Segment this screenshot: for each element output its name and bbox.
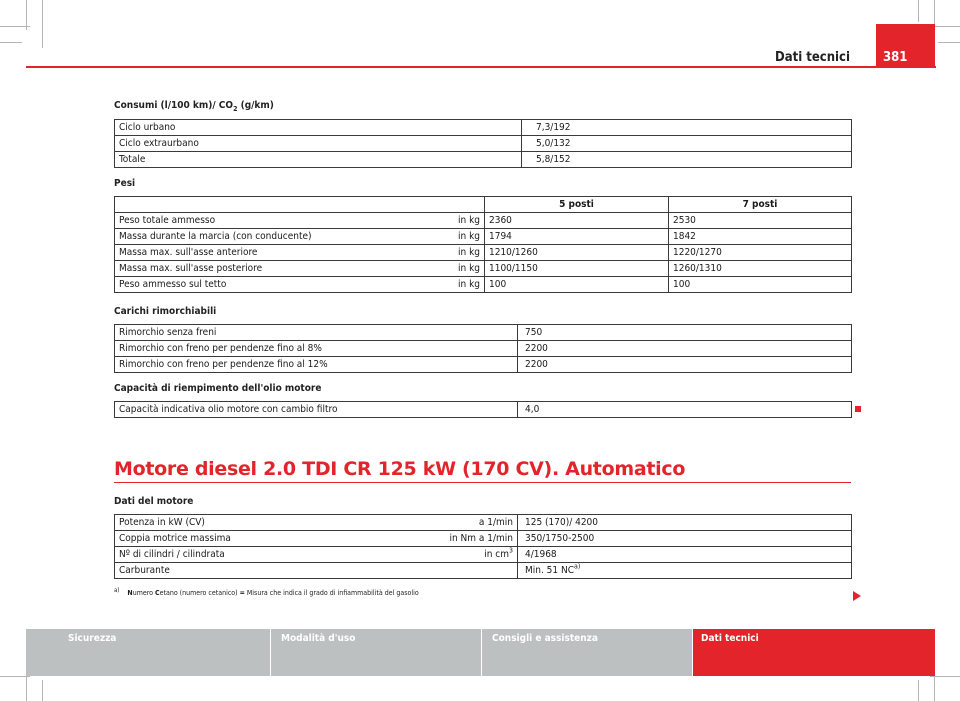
page-number: 381	[876, 24, 935, 68]
table-cell: Rimorchio senza freni	[115, 325, 518, 341]
table-cell: 100	[669, 277, 852, 293]
table-cell: Nº di cilindri / cilindrata	[115, 547, 405, 563]
table-row	[115, 213, 852, 229]
column-header-7-posti: 7 posti	[669, 197, 852, 213]
table-header-cell	[418, 197, 485, 213]
table-cell: Carburante	[115, 563, 405, 579]
tab-consigli-assistenza[interactable]: Consigli e assistenza	[482, 629, 692, 676]
table-cell: 2360	[485, 213, 669, 229]
table-cell: Coppia motrice massima	[115, 531, 405, 547]
table-cell: Massa durante la marcia (con conducente)	[115, 229, 418, 245]
crop-mark	[42, 680, 43, 701]
table-cell: Min. 51 NC$^{a)}$	[518, 563, 852, 579]
table-row	[115, 563, 852, 579]
footnote: $^{a)}$ Numero Cetano (numero cetanico) = Misura che indica il grado di infiammabilità del gasolio	[114, 586, 419, 597]
table-cell: 2530	[669, 213, 852, 229]
header-rule	[26, 66, 936, 68]
table-cell: 1842	[669, 229, 852, 245]
section-heading-rule	[114, 482, 851, 483]
crop-mark	[0, 26, 30, 27]
table-row	[115, 136, 852, 152]
page-header-title: Dati tecnici	[775, 50, 850, 65]
crop-mark	[930, 676, 960, 677]
table-cell: 1210/1260	[485, 245, 669, 261]
table-header-cell	[115, 197, 418, 213]
crop-mark	[42, 0, 43, 48]
table-cell: in Nm a 1/min	[405, 531, 518, 547]
chapter-tabs	[26, 629, 936, 676]
table-cell: in kg	[418, 261, 485, 277]
table-cell: Rimorchio con freno per pendenze fino al 8%	[115, 341, 518, 357]
table-cell: Massa max. sull'asse posteriore	[115, 261, 418, 277]
continue-arrow-icon	[853, 591, 861, 601]
table-row	[115, 229, 852, 245]
table-row	[115, 325, 852, 341]
tab-sicurezza[interactable]: Sicurezza	[26, 629, 270, 676]
table-cell: a 1/min	[405, 515, 518, 531]
table-cell: in kg	[418, 245, 485, 261]
section-end-marker	[855, 406, 861, 412]
table-cell: Peso ammesso sul tetto	[115, 277, 418, 293]
section-heading: Motore diesel 2.0 TDI CR 125 kW (170 CV). Automatico	[114, 458, 686, 480]
table-cell: 1100/1150	[485, 261, 669, 277]
table-row	[115, 120, 852, 136]
crop-mark	[938, 42, 960, 43]
olio-table	[114, 401, 852, 418]
crop-mark	[918, 0, 919, 22]
table-cell: 1220/1270	[669, 245, 852, 261]
pesi-title: Pesi	[114, 178, 136, 189]
table-row	[115, 531, 852, 547]
table-cell: in kg	[418, 229, 485, 245]
table-row	[115, 402, 852, 418]
table-cell: in $cm^3$	[405, 547, 518, 563]
table-header-row	[115, 197, 852, 213]
table-cell: 7,3/192	[522, 120, 852, 136]
crop-mark	[0, 676, 30, 677]
table-row	[115, 261, 852, 277]
carichi-table	[114, 324, 852, 373]
table-cell: 2200	[518, 357, 852, 373]
crop-mark	[0, 42, 22, 43]
table-cell: Potenza in kW (CV)	[115, 515, 405, 531]
table-cell	[405, 563, 518, 579]
column-header-5-posti: 5 posti	[485, 197, 669, 213]
table-cell: 2200	[518, 341, 852, 357]
table-row	[115, 357, 852, 373]
table-cell: 350/1750-2500	[518, 531, 852, 547]
tab-dati-tecnici[interactable]: Dati tecnici	[693, 629, 935, 676]
table-cell: Massa max. sull'asse anteriore	[115, 245, 418, 261]
table-cell: in kg	[418, 277, 485, 293]
consumi-title: Consumi (l/100 km)/ $CO_2$ (g/km)	[114, 100, 274, 113]
table-row	[115, 245, 852, 261]
crop-mark	[918, 680, 919, 701]
table-cell: 100	[485, 277, 669, 293]
table-cell: Ciclo extraurbano	[115, 136, 522, 152]
table-row	[115, 547, 852, 563]
table-row	[115, 515, 852, 531]
table-row	[115, 341, 852, 357]
table-cell: 1794	[485, 229, 669, 245]
table-cell: Capacità indicativa olio motore con cambio filtro	[115, 402, 518, 418]
table-cell: Rimorchio con freno per pendenze fino al 12%	[115, 357, 518, 373]
motore-table	[114, 514, 852, 579]
table-cell: Peso totale ammesso	[115, 213, 418, 229]
motore-title: Dati del motore	[114, 496, 194, 507]
pesi-table	[114, 196, 852, 293]
table-cell: in kg	[418, 213, 485, 229]
table-row	[115, 152, 852, 168]
table-cell: 750	[518, 325, 852, 341]
table-cell: 125 (170)/ 4200	[518, 515, 852, 531]
carichi-title: Carichi rimorchiabili	[114, 306, 217, 317]
consumi-table	[114, 119, 852, 168]
table-cell: Ciclo urbano	[115, 120, 522, 136]
table-cell: 5,8/152	[522, 152, 852, 168]
olio-title: Capacità di riempimento dell'olio motore	[114, 383, 322, 394]
table-row	[115, 277, 852, 293]
table-cell: 5,0/132	[522, 136, 852, 152]
table-cell: Totale	[115, 152, 522, 168]
table-cell: 4,0	[518, 402, 852, 418]
table-cell: 1260/1310	[669, 261, 852, 277]
table-cell: 4/1968	[518, 547, 852, 563]
tab-modalita-uso[interactable]: Modalità d'uso	[271, 629, 481, 676]
